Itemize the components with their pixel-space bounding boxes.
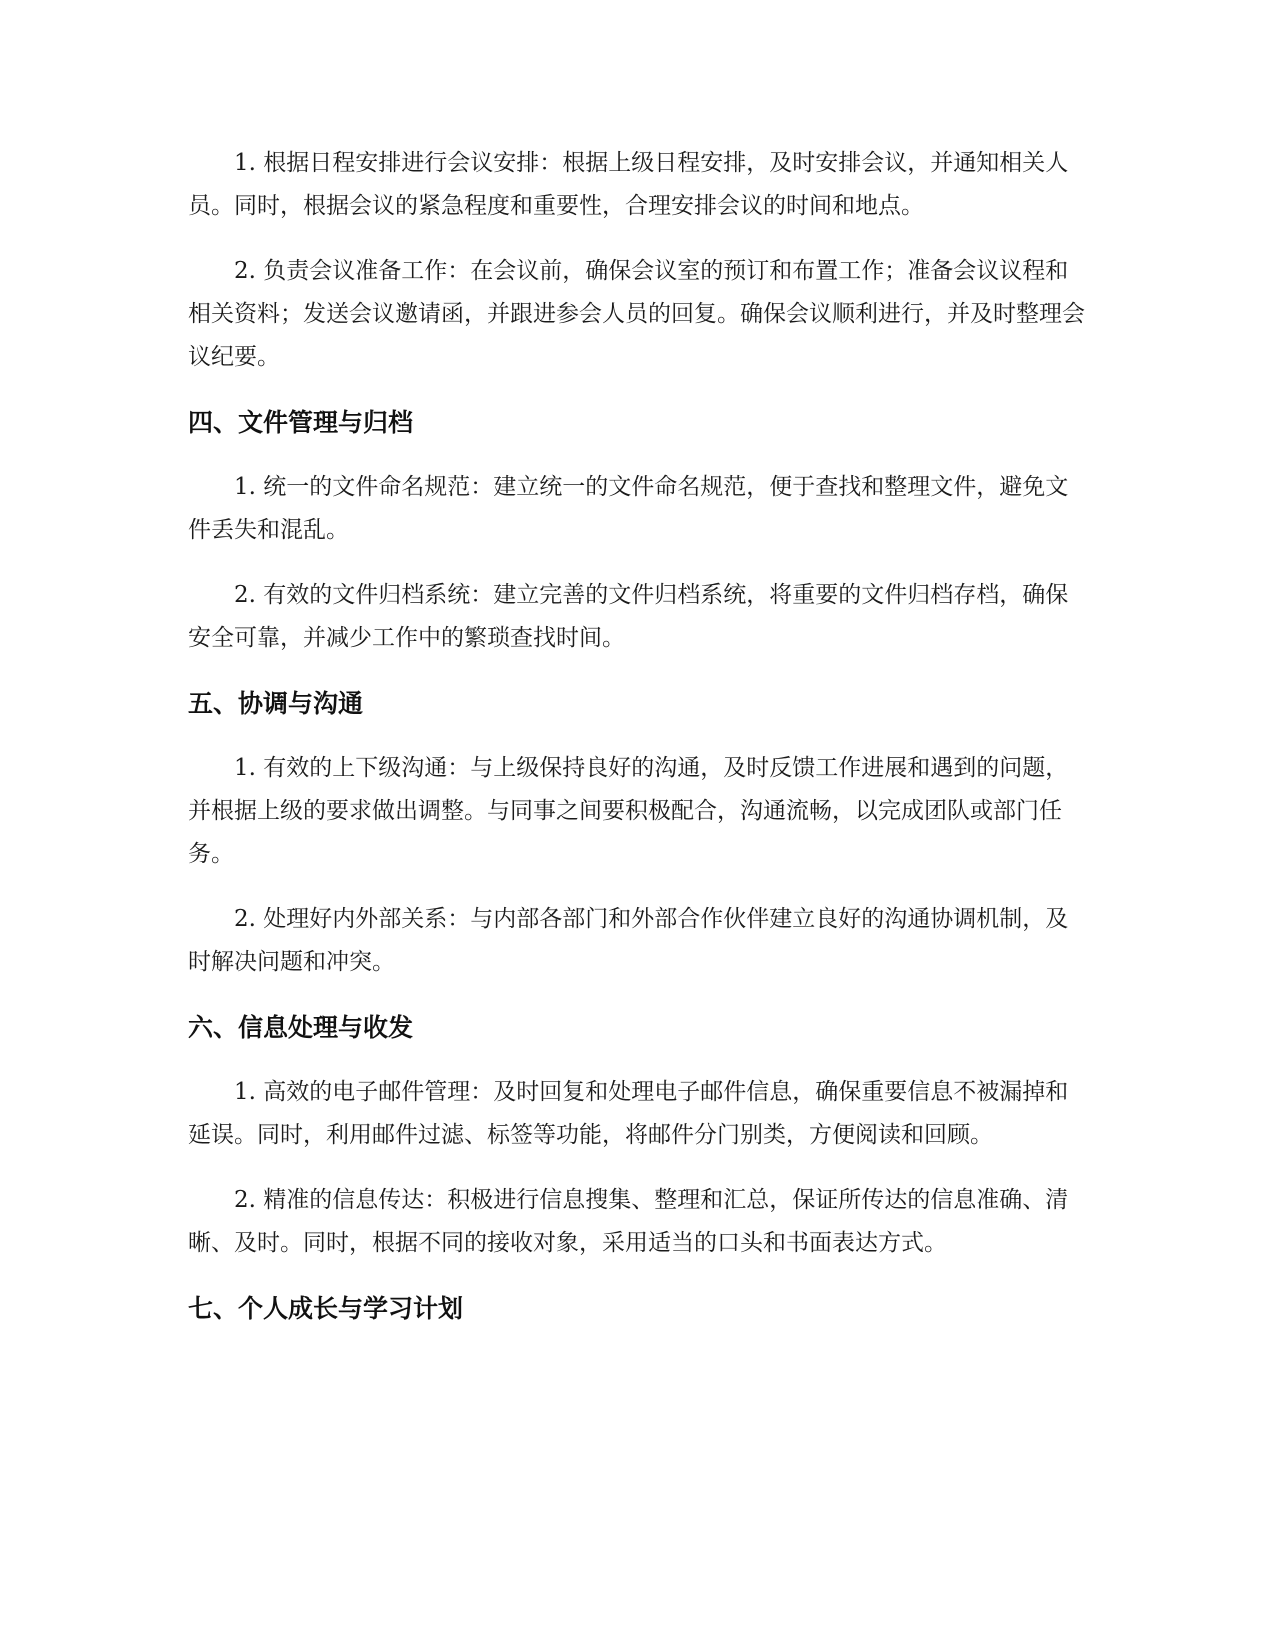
paragraph-email-management: 1. 高效的电子邮件管理：及时回复和处理电子邮件信息，确保重要信息不被漏掉和延误。同时，利用邮件过滤、标签等功能，将邮件分门别类，方便阅读和回顾。 bbox=[188, 1079, 1069, 1148]
document-body bbox=[188, 142, 1088, 1352]
paragraph-information-delivery: 2. 精准的信息传达：积极进行信息搜集、整理和汇总，保证所传达的信息准确、清晰、及时。同时，根据不同的接收对象，采用适当的口头和书面表达方式。 bbox=[188, 1187, 1069, 1256]
paragraph-meeting-preparation: 2. 负责会议准备工作：在会议前，确保会议室的预订和布置工作；准备会议议程和相关资料；发送会议邀请函，并跟进参会人员的回复。确保会议顺利进行，并及时整理会议纪要。 bbox=[188, 258, 1085, 370]
paragraph-file-naming: 1. 统一的文件命名规范：建立统一的文件命名规范，便于查找和整理文件，避免文件丢失和混乱。 bbox=[188, 474, 1069, 543]
paragraph-meeting-scheduling: 1. 根据日程安排进行会议安排：根据上级日程安排，及时安排会议，并通知相关人员。同时，根据会议的紧急程度和重要性，合理安排会议的时间和地点。 bbox=[188, 150, 1069, 219]
paragraph-hierarchy-communication: 1. 有效的上下级沟通：与上级保持良好的沟通，及时反馈工作进展和遇到的问题，并根据上级的要求做出调整。与同事之间要积极配合，沟通流畅，以完成团队或部门任务。 bbox=[188, 755, 1069, 867]
section-heading-information: 六、信息处理与收发 bbox=[188, 1013, 414, 1042]
paragraph-file-archiving: 2. 有效的文件归档系统：建立完善的文件归档系统，将重要的文件归档存档，确保安全可靠，并减少工作中的繁琐查找时间。 bbox=[188, 582, 1069, 651]
section-heading-personal-growth: 七、个人成长与学习计划 bbox=[188, 1294, 464, 1323]
section-heading-coordination: 五、协调与沟通 bbox=[188, 689, 364, 718]
paragraph-relationships: 2. 处理好内外部关系：与内部各部门和外部合作伙伴建立良好的沟通协调机制，及时解决问题和冲突。 bbox=[188, 906, 1069, 975]
section-heading-file-management: 四、文件管理与归档 bbox=[188, 408, 414, 437]
